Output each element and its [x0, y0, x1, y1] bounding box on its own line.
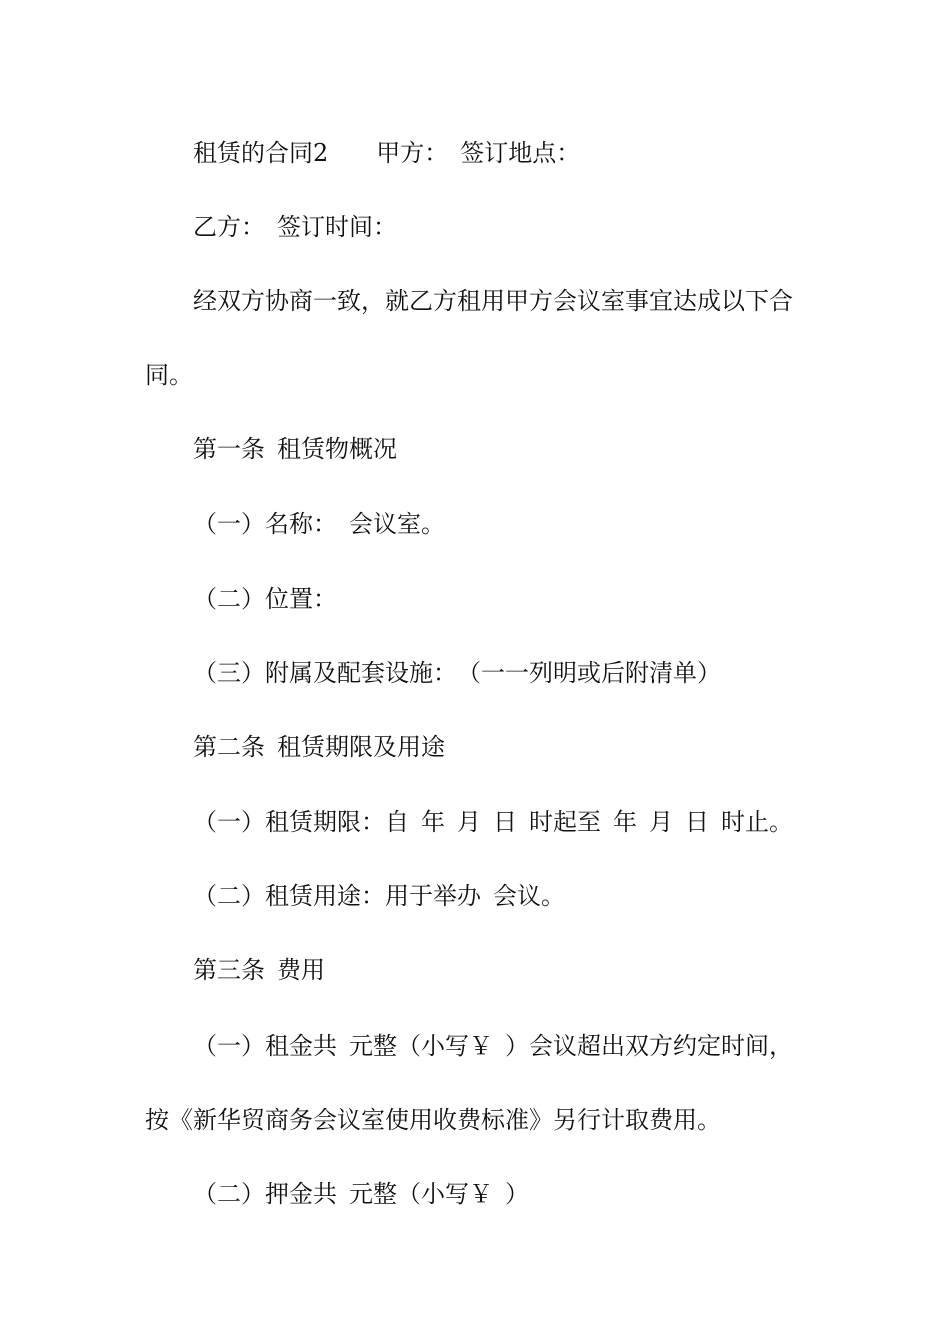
party-b-line: 乙方： 签订时间：: [193, 213, 397, 241]
article-1-item-3: （三）附属及配套设施： （一一列明或后附清单）: [193, 659, 721, 687]
article-1-heading: 第一条 租赁物概况: [193, 435, 397, 463]
contract-title-line: 租赁的合同2 甲方： 签订地点：: [193, 139, 581, 167]
article-3-item-1-continued: 按《新华贸商务会议室使用收费标准》另行计取费用。: [145, 1106, 721, 1134]
article-2-heading: 第二条 租赁期限及用途: [193, 733, 445, 761]
article-3-item-2: （二）押金共 元整（小写￥ ）: [193, 1180, 529, 1208]
article-3-item-1: （一）租金共 元整（小写￥ ）会议超出双方约定时间，: [193, 1032, 793, 1060]
article-3-heading: 第三条 费用: [193, 956, 325, 984]
article-2-item-1: （一）租赁期限：自 年 月 日 时起至 年 月 日 时止。: [193, 808, 793, 836]
article-2-item-2: （二）租赁用途：用于举办 会议。: [193, 882, 565, 910]
article-1-item-1: （一）名称： 会议室。: [193, 510, 445, 538]
preamble-paragraph: 经双方协商一致，就乙方租用甲方会议室事宜达成以下合: [193, 287, 793, 315]
preamble-paragraph-continued: 同。: [145, 361, 193, 389]
article-1-item-2: （二）位置：: [193, 585, 337, 613]
